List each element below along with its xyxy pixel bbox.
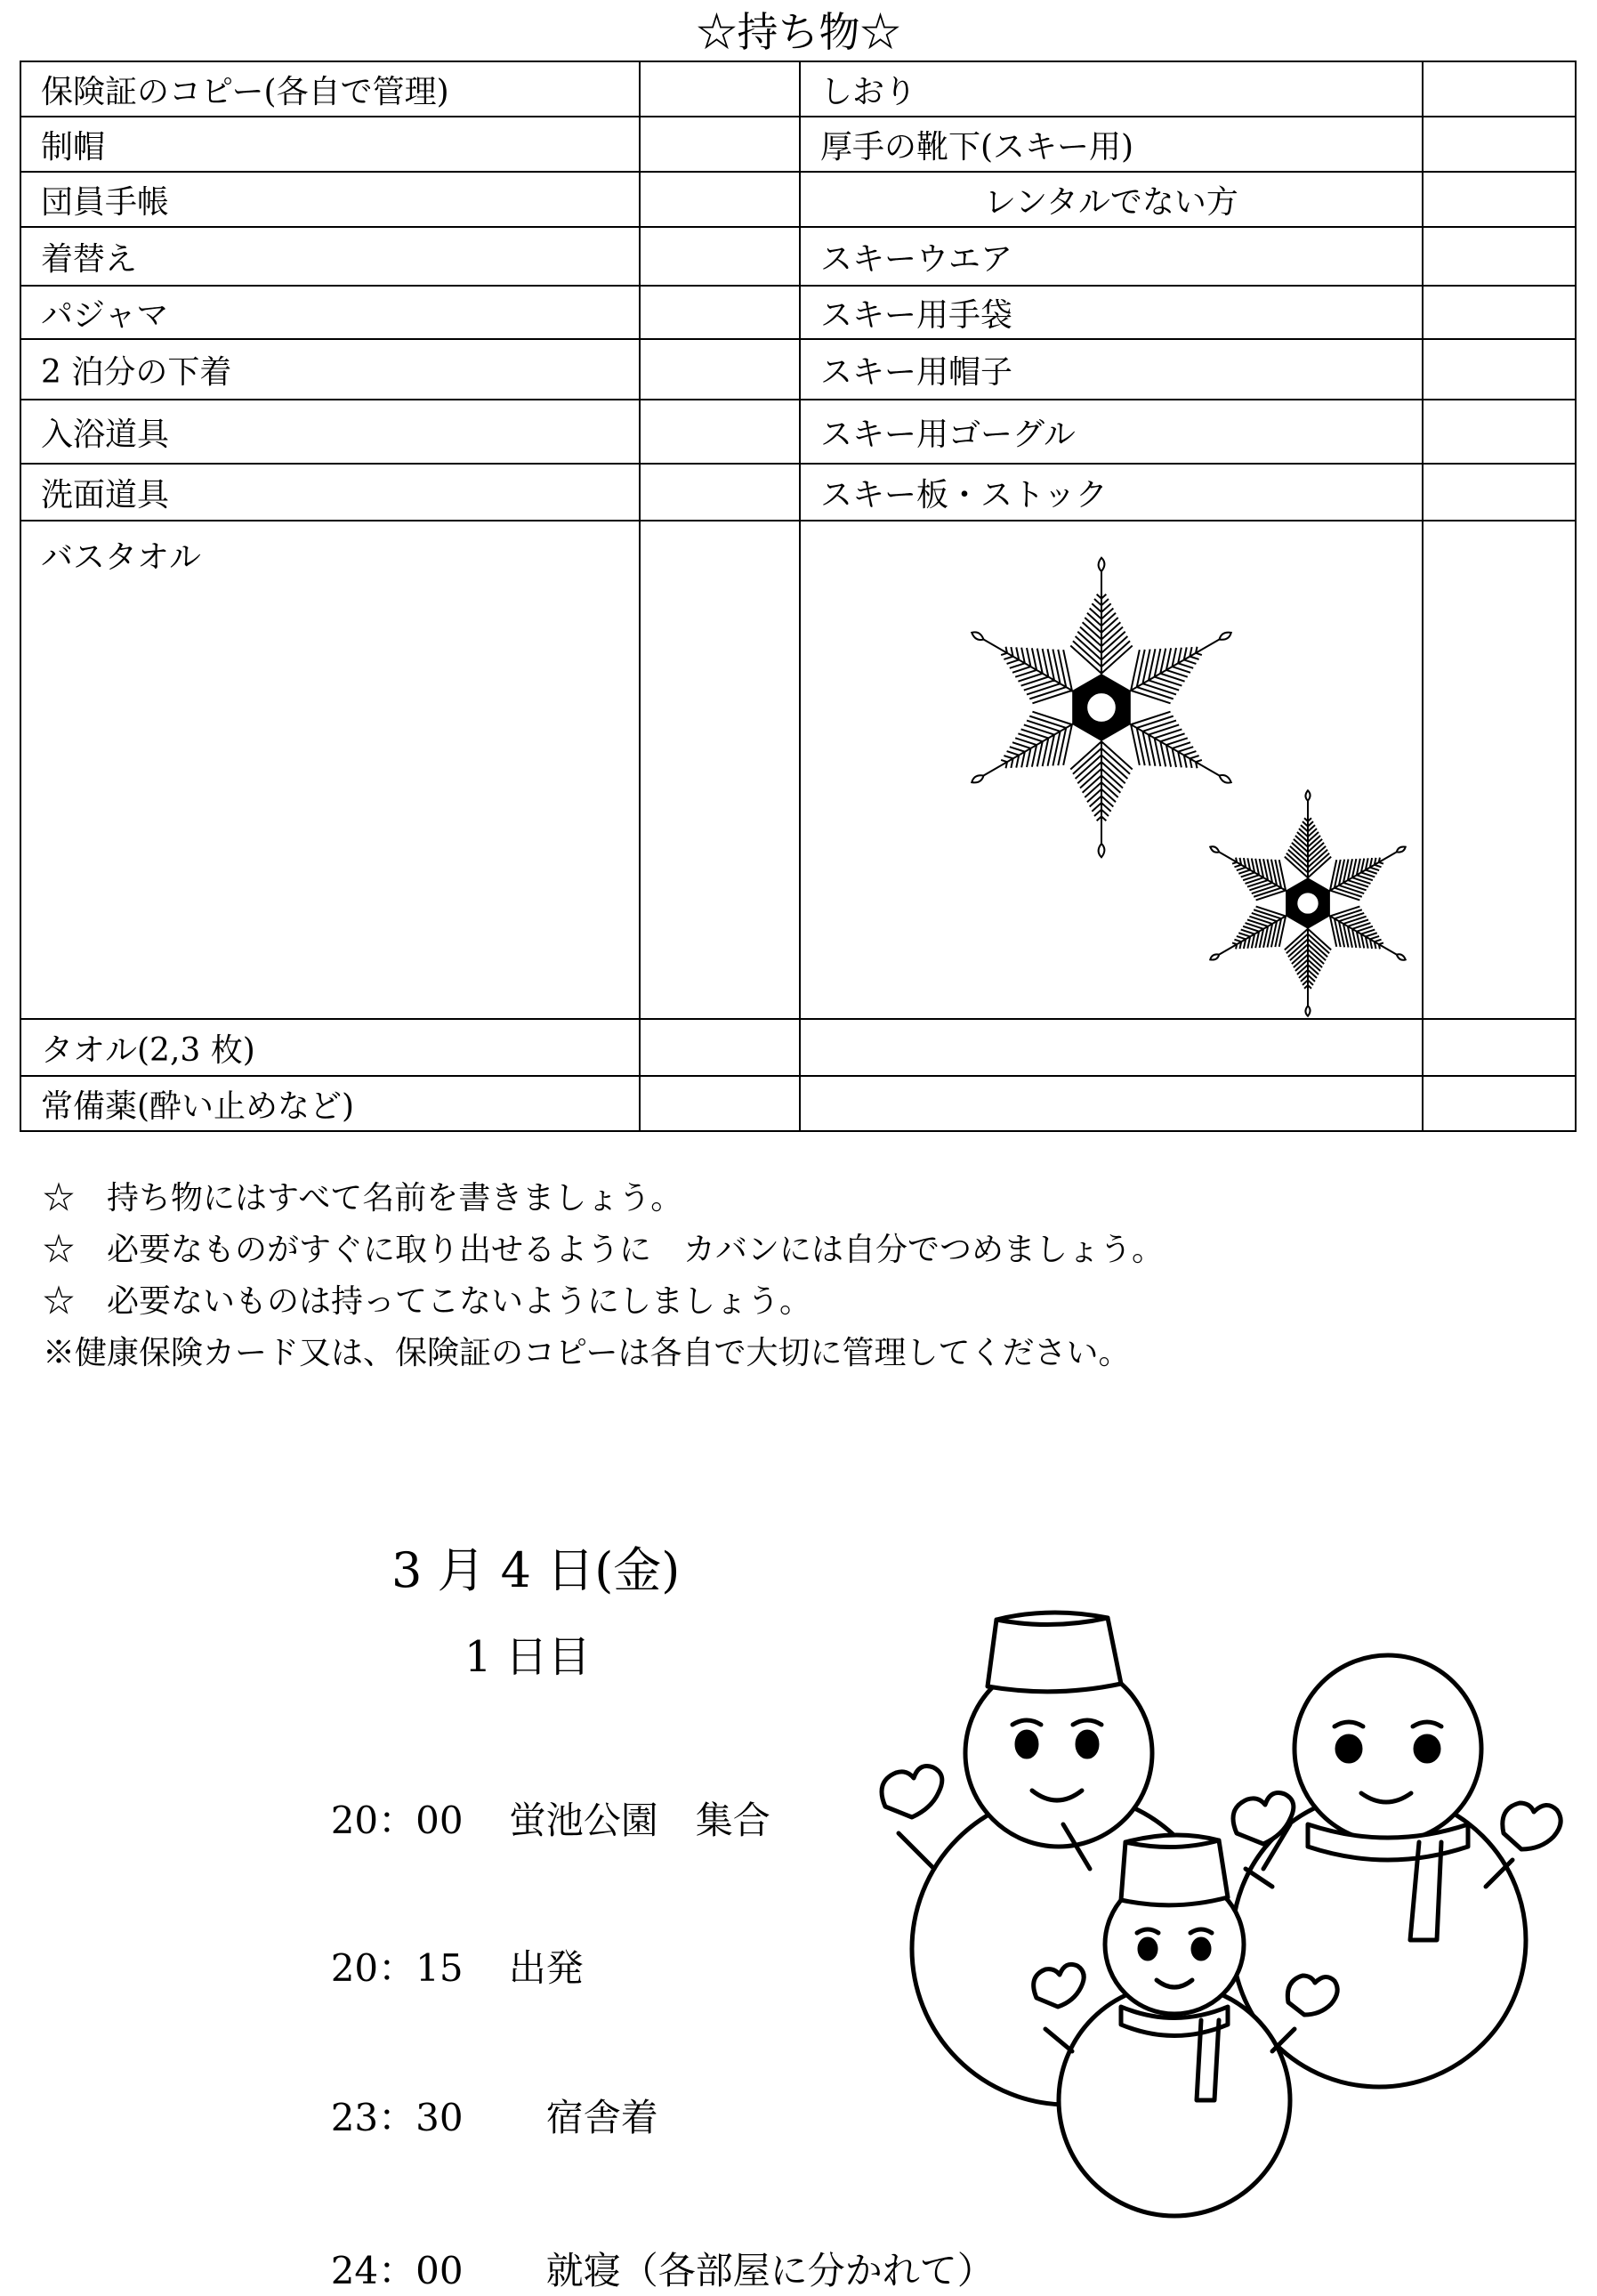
schedule-event: 出発 bbox=[508, 1946, 584, 1990]
page-title: ☆持ち物☆ bbox=[696, 8, 901, 56]
item-label: バスタオル bbox=[20, 521, 640, 1019]
item-label: スキー用ゴーグル bbox=[800, 400, 1423, 464]
item-label: 団員手帳 bbox=[20, 172, 640, 227]
check-cell bbox=[1423, 172, 1576, 227]
check-cell bbox=[1423, 339, 1576, 400]
schedule-event: 就寝（各部屋に分かれて） bbox=[508, 2249, 995, 2292]
item-label: パジャマ bbox=[20, 286, 640, 339]
check-cell bbox=[1423, 1019, 1576, 1076]
table-row bbox=[20, 172, 1576, 227]
schedule-item bbox=[307, 1894, 584, 1993]
snowflake-icon bbox=[1197, 783, 1419, 1023]
schedule-item bbox=[307, 1746, 770, 1846]
item-label: スキー用帽子 bbox=[800, 339, 1423, 400]
check-cell bbox=[1423, 117, 1576, 172]
check-cell bbox=[1423, 61, 1576, 117]
item-label: 厚手の靴下(スキー用) bbox=[800, 117, 1423, 172]
check-cell bbox=[640, 339, 800, 400]
check-cell bbox=[640, 227, 800, 286]
check-cell bbox=[1423, 286, 1576, 339]
item-label: 常備薬(酔い止めなど) bbox=[20, 1076, 640, 1131]
snowman-medium bbox=[1232, 1655, 1561, 2087]
item-label: タオル(2,3 枚) bbox=[20, 1019, 640, 1076]
table-row bbox=[20, 1076, 1576, 1131]
item-label: スキー板・ストック bbox=[800, 464, 1423, 521]
schedule-event: 蛍池公園 集合 bbox=[508, 1799, 770, 1842]
check-cell bbox=[640, 1076, 800, 1131]
check-cell bbox=[1423, 521, 1576, 1019]
table-row bbox=[20, 117, 1576, 172]
notes bbox=[43, 1173, 1164, 1379]
table-row bbox=[20, 400, 1576, 464]
item-label: レンタルでない方 bbox=[800, 172, 1423, 227]
note-line: ☆ 必要ないものは持ってこないようにしましょう。 bbox=[43, 1283, 812, 1320]
schedule-time: 20：15 bbox=[330, 1946, 464, 1990]
check-cell bbox=[640, 1019, 800, 1076]
item-label: 入浴道具 bbox=[20, 400, 640, 464]
note-line: ☆ 持ち物にはすべて名前を書きましょう。 bbox=[43, 1180, 683, 1217]
table-row bbox=[20, 61, 1576, 117]
check-cell bbox=[640, 464, 800, 521]
table-row bbox=[20, 339, 1576, 400]
check-cell bbox=[1423, 464, 1576, 521]
item-label: スキーウエア bbox=[800, 227, 1423, 286]
check-cell bbox=[640, 400, 800, 464]
item-label bbox=[800, 1076, 1423, 1131]
schedule-item bbox=[307, 2043, 658, 2143]
check-cell bbox=[1423, 1076, 1576, 1131]
table-row bbox=[20, 227, 1576, 286]
note-line: ※健康保険カード又は、保険証のコピーは各自で大切に管理してください。 bbox=[43, 1335, 1131, 1371]
check-cell bbox=[640, 172, 800, 227]
check-cell bbox=[1423, 227, 1576, 286]
check-cell bbox=[1423, 400, 1576, 464]
snowman-family-illustration bbox=[854, 1602, 1548, 2243]
item-label: 洗面道具 bbox=[20, 464, 640, 521]
snowflake-arms bbox=[1198, 790, 1417, 1015]
schedule-event: 宿舎着 bbox=[508, 2096, 658, 2139]
check-cell bbox=[640, 521, 800, 1019]
schedule-time: 20：00 bbox=[330, 1799, 464, 1842]
table-row bbox=[20, 1019, 1576, 1076]
item-label: 2 泊分の下着 bbox=[20, 339, 640, 400]
check-cell bbox=[640, 286, 800, 339]
item-label: 制帽 bbox=[20, 117, 640, 172]
item-label: 着替え bbox=[20, 227, 640, 286]
check-cell bbox=[640, 61, 800, 117]
item-label: 保険証のコピー(各自で管理) bbox=[20, 61, 640, 117]
schedule-date: 3 月 4 日(金) bbox=[391, 1542, 681, 1598]
note-line: ☆ 必要なものがすぐに取り出せるように カバンには自分でつめましょう。 bbox=[43, 1232, 1165, 1268]
item-label: しおり bbox=[800, 61, 1423, 117]
table-row bbox=[20, 286, 1576, 339]
schedule-time: 23：30 bbox=[330, 2096, 464, 2139]
check-cell bbox=[640, 117, 800, 172]
item-label bbox=[800, 1019, 1423, 1076]
table-row bbox=[20, 464, 1576, 521]
schedule-day: 1 日目 bbox=[464, 1632, 591, 1682]
schedule-time: 24：00 bbox=[330, 2249, 464, 2292]
item-label: スキー用手袋 bbox=[800, 286, 1423, 339]
